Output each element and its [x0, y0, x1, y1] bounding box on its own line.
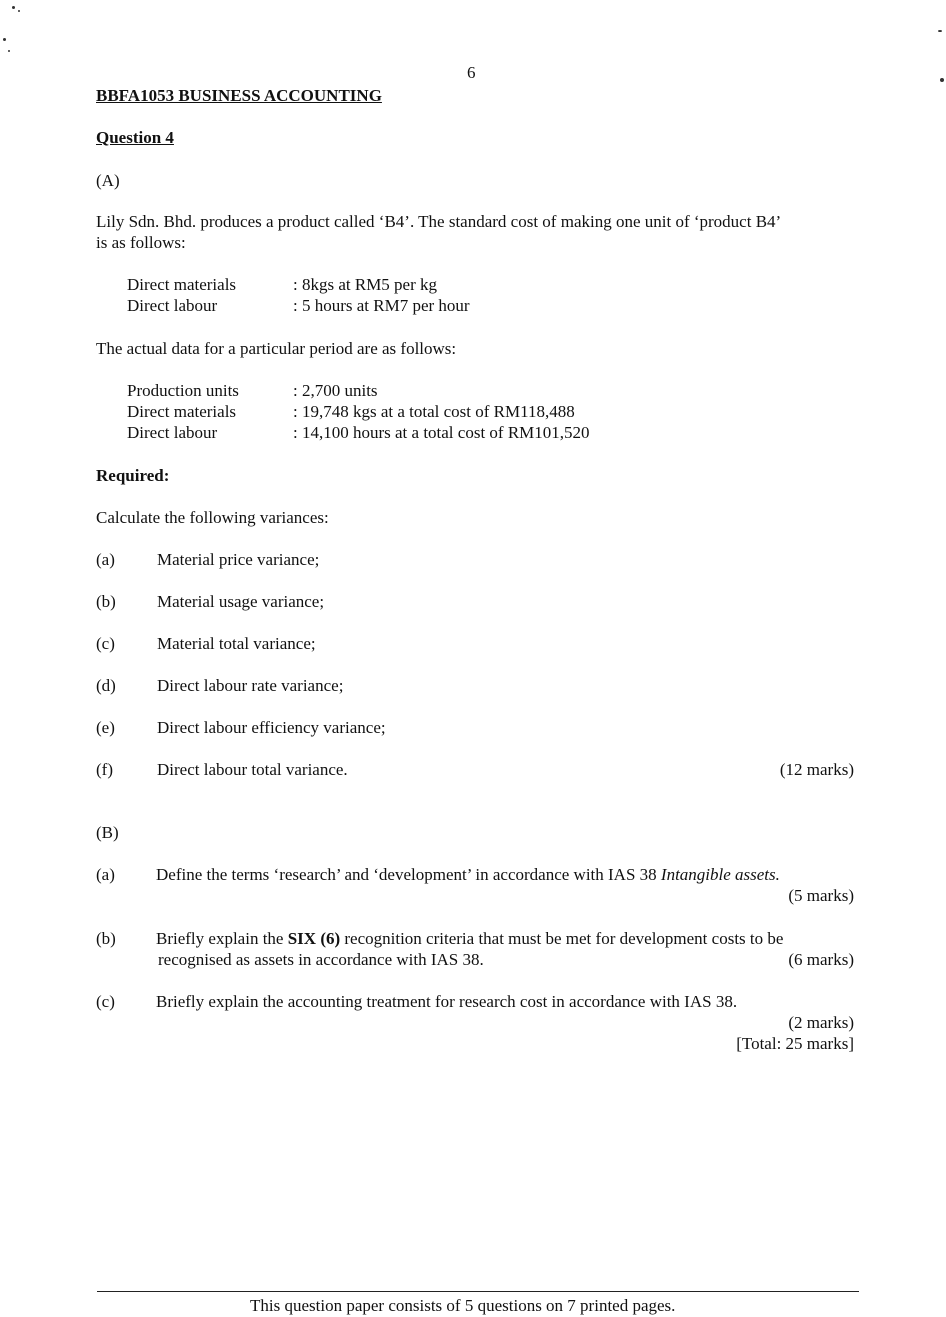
part-b-label: (B) — [96, 823, 119, 842]
actual-item: Direct materials — [127, 402, 237, 421]
page-number: 6 — [467, 63, 476, 82]
total-marks: [Total: 25 marks] — [736, 1034, 854, 1053]
scan-speck — [12, 6, 15, 9]
question-b-c-text: Briefly explain the accounting treatment for research cost in accordance with IAS 38. — [156, 992, 738, 1011]
question-b-a-label: (a) — [96, 865, 115, 884]
question-heading: Question 4 — [96, 128, 174, 147]
item-text: Direct labour total variance. — [157, 760, 348, 779]
item-label: (b) — [96, 592, 116, 611]
actual-value: : 19,748 kgs at a total cost of RM118,488 — [293, 402, 575, 421]
question-b-b-line2: recognised as assets in accordance with IAS 38. — [158, 950, 484, 969]
question-b-a-italic: Intangible assets. — [660, 865, 780, 884]
course-title: BBFA1053 BUSINESS ACCOUNTING — [96, 86, 382, 105]
item-text: Material usage variance; — [157, 592, 325, 611]
scan-speck — [940, 78, 944, 82]
item-label: (a) — [96, 550, 115, 569]
item-label: (e) — [96, 718, 115, 737]
required-label: Required: — [96, 466, 170, 485]
question-b-a-body: Define the terms ‘research’ and ‘development’ in accordance with IAS 38 — [156, 865, 661, 884]
actual-value: : 14,100 hours at a total cost of RM101,520 — [293, 423, 590, 442]
calculate-line: Calculate the following variances: — [96, 508, 329, 527]
intro-line-1: Lily Sdn. Bhd. produces a product called ‘B4’. The standard cost of making one unit of ‘product B4’ — [96, 212, 782, 231]
scan-speck — [3, 38, 6, 41]
item-label: (d) — [96, 676, 116, 695]
actual-item: Direct labour — [127, 423, 218, 442]
footer-note: This question paper consists of 5 questions on 7 printed pages. — [250, 1296, 676, 1315]
item-label: (f) — [96, 760, 113, 779]
part-a-marks: (12 marks) — [779, 760, 854, 779]
item-text: Material total variance; — [157, 634, 316, 653]
standard-cost-value: : 8kgs at RM5 per kg — [293, 275, 438, 294]
question-b-b-before: Briefly explain the — [156, 929, 288, 948]
question-b-c-marks: (2 marks) — [788, 1013, 854, 1032]
item-text: Material price variance; — [157, 550, 320, 569]
item-text: Direct labour efficiency variance; — [157, 718, 386, 737]
question-b-b-marks: (6 marks) — [788, 950, 854, 969]
question-b-a-marks: (5 marks) — [788, 886, 854, 905]
question-b-b-bold: SIX (6) — [287, 929, 341, 948]
actual-item: Production units — [127, 381, 239, 400]
standard-cost-value: : 5 hours at RM7 per hour — [293, 296, 470, 315]
scan-speck — [18, 10, 20, 12]
item-label: (c) — [96, 634, 115, 653]
actual-intro: The actual data for a particular period are as follows: — [96, 339, 457, 358]
part-a-label: (A) — [96, 171, 120, 190]
actual-value: : 2,700 units — [293, 381, 378, 400]
standard-cost-item: Direct materials — [127, 275, 237, 294]
intro-line-2: is as follows: — [96, 233, 186, 252]
scan-speck — [8, 50, 10, 52]
standard-cost-item: Direct labour — [127, 296, 218, 315]
question-b-c-label: (c) — [96, 992, 115, 1011]
question-b-b-text — [156, 928, 783, 949]
question-b-b-after: recognition criteria that must be met for development costs to be — [340, 929, 784, 948]
question-b-b-label: (b) — [96, 929, 116, 948]
footer-rule — [97, 1291, 859, 1292]
question-b-a-text — [156, 864, 780, 885]
item-text: Direct labour rate variance; — [157, 676, 344, 695]
scan-speck — [938, 30, 942, 32]
